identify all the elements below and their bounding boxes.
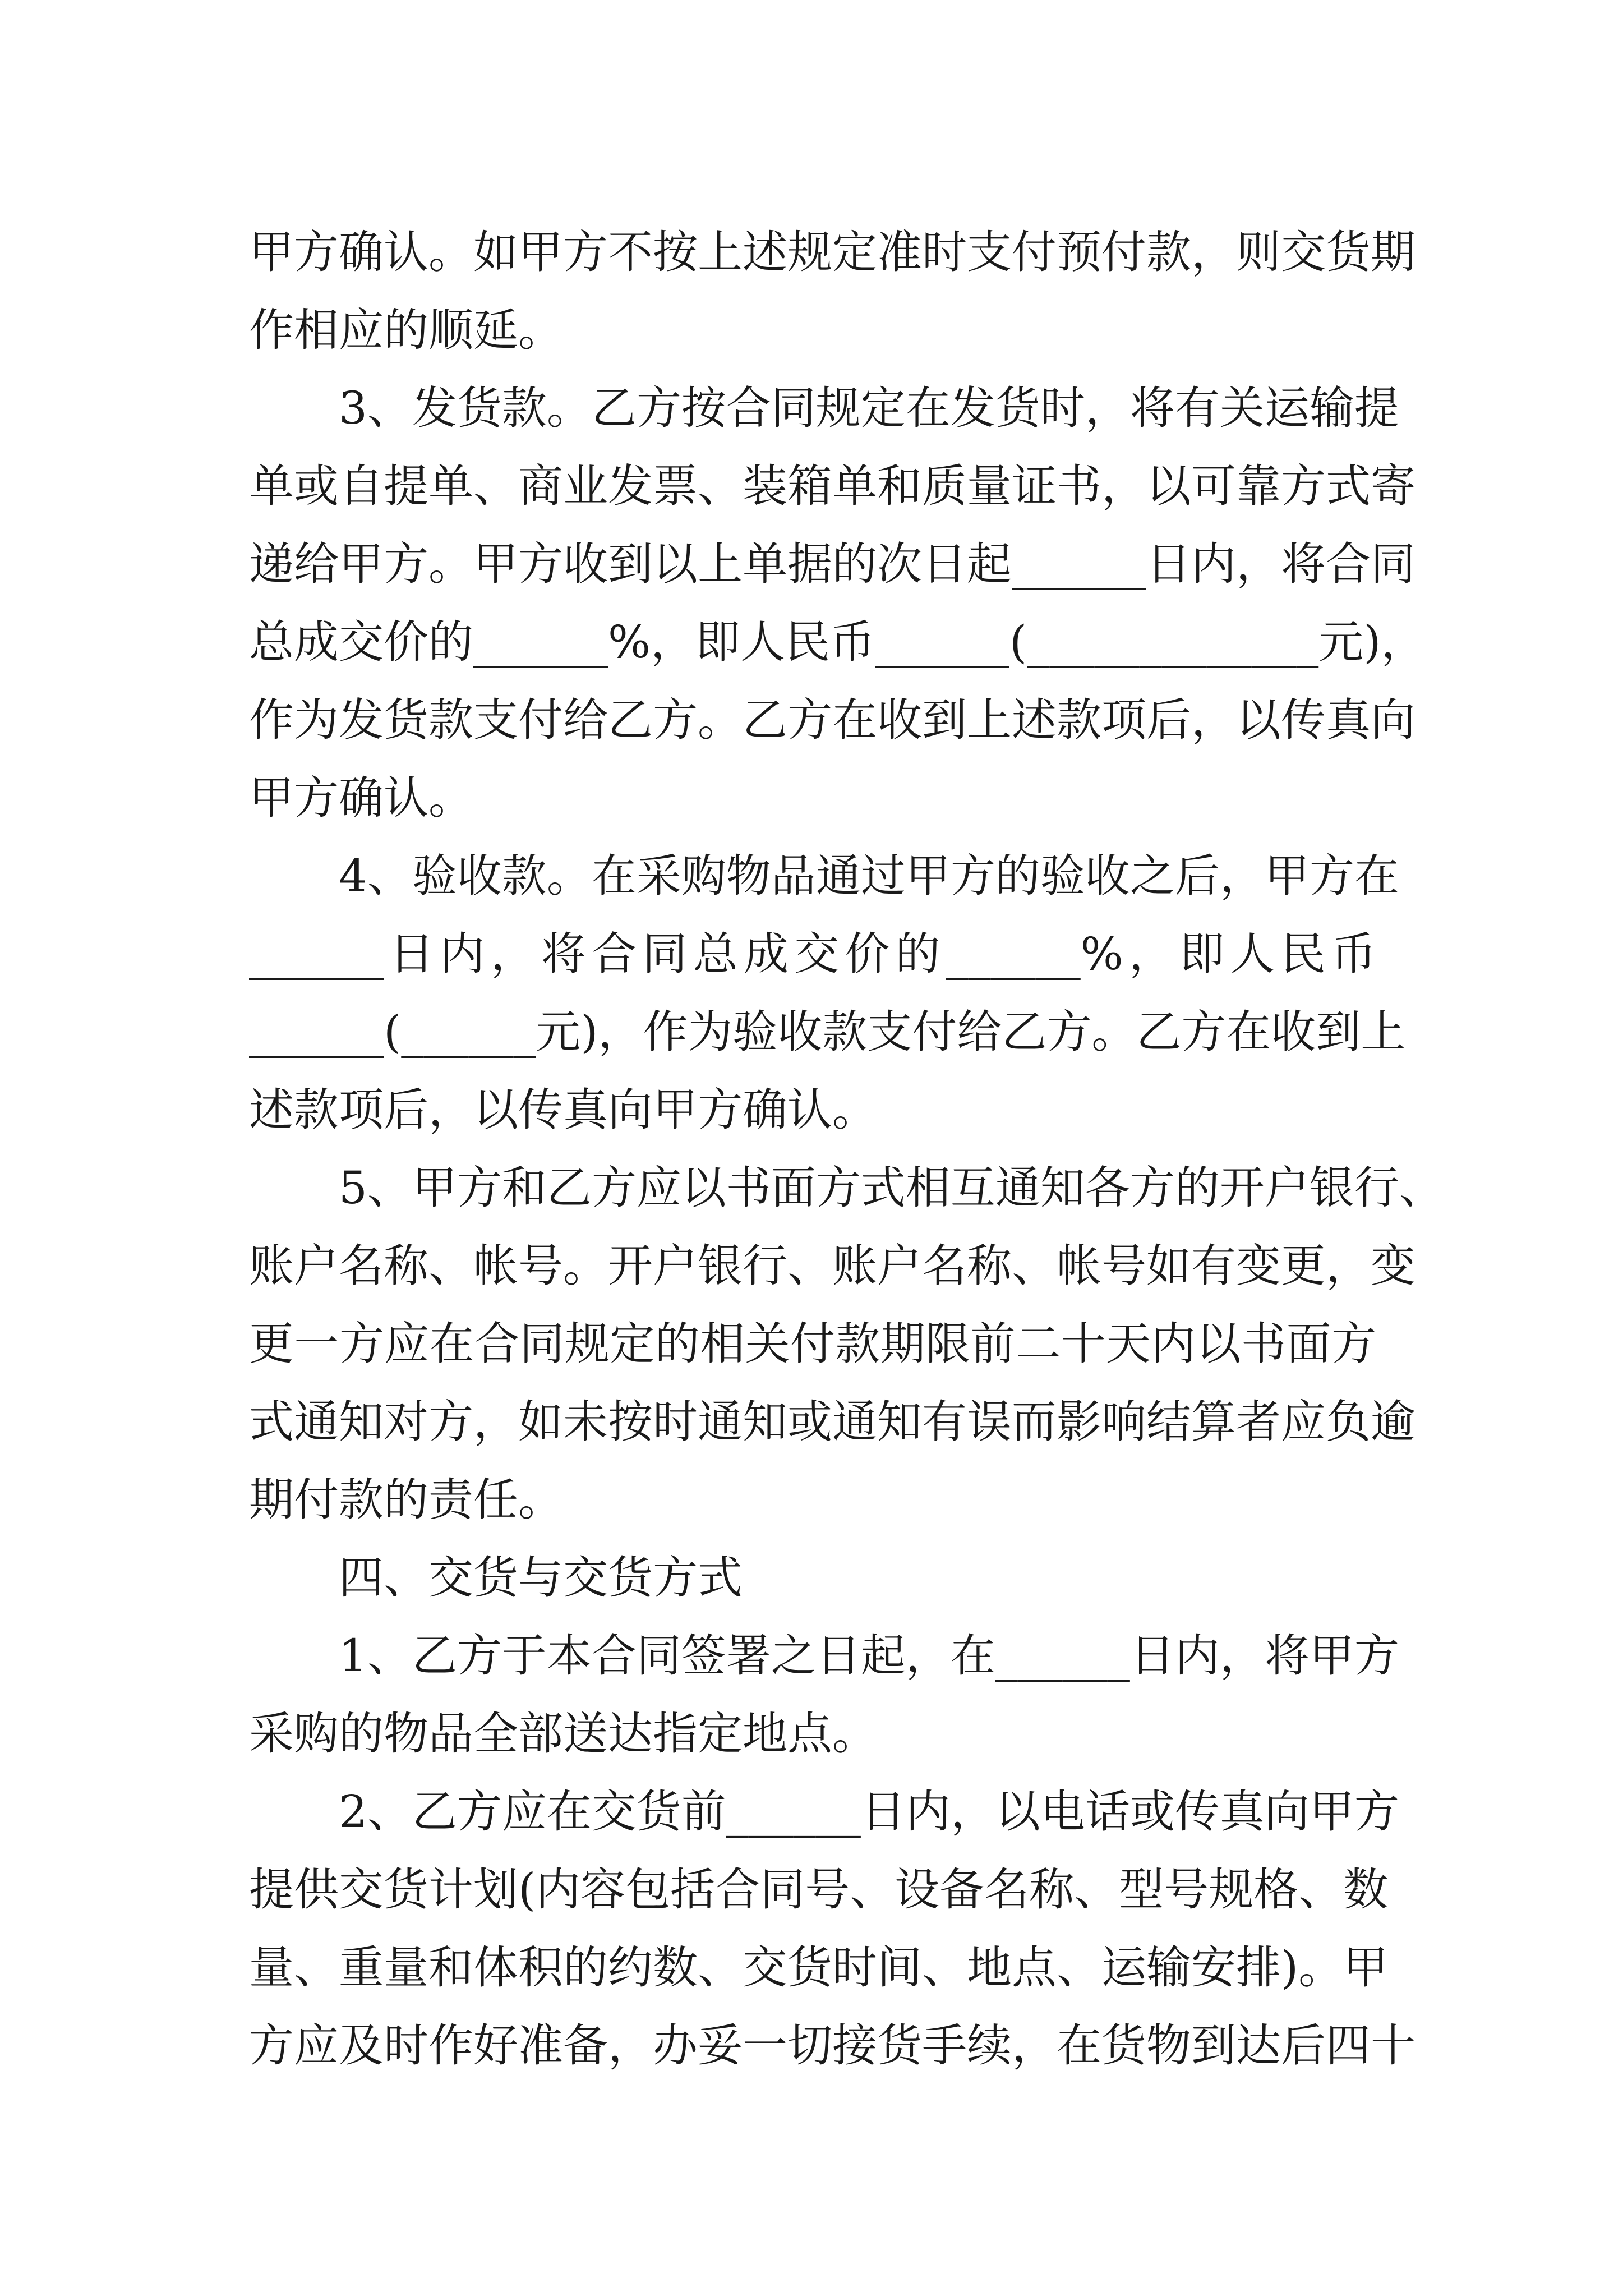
- text-line: 更一方应在合同规定的相关付款期限前二十天内以书面方: [249, 1318, 1376, 1370]
- text-line: 甲方确认。如甲方不按上述规定准时支付预付款，则交货期: [249, 226, 1415, 278]
- text-line: 4、验收款。在采购物品通过甲方的验收之后，甲方在: [339, 850, 1399, 902]
- text-line: 期付款的责任。: [249, 1474, 563, 1526]
- text-line: 述款项后，以传真向甲方确认。: [249, 1084, 877, 1136]
- text-line: 作为发货款支付给乙方。乙方在收到上述款项后，以传真向: [249, 694, 1415, 746]
- text-line: 递给甲方。甲方收到以上单据的次日起______日内，将合同: [249, 538, 1415, 590]
- text-line: ______日内，将合同总成交价的______%，即人民币: [249, 928, 1376, 980]
- text-line: 单或自提单、商业发票、装箱单和质量证书，以可靠方式寄: [249, 460, 1415, 512]
- text-line: 方应及时作好准备，办妥一切接货手续，在货物到达后四十: [249, 2019, 1415, 2072]
- text-line: 3、发货款。乙方按合同规定在发货时，将有关运输提: [339, 382, 1399, 434]
- text-line: 作相应的顺延。: [249, 304, 563, 356]
- section-heading: 四、交货与交货方式: [339, 1552, 743, 1604]
- text-line: 量、重量和体积的约数、交货时间、地点、运输安排)。甲: [249, 1941, 1389, 1994]
- document-body: [249, 213, 1444, 2085]
- text-line: 2、乙方应在交货前______日内，以电话或传真向甲方: [339, 1786, 1399, 1838]
- text-line: 总成交价的______%，即人民币______(_____________元)，: [249, 616, 1426, 668]
- text-line: 5、甲方和乙方应以书面方式相互通知各方的开户银行、: [339, 1162, 1444, 1214]
- text-line: 提供交货计划(内容包括合同号、设备名称、型号规格、数: [249, 1864, 1389, 1916]
- text-line: 甲方确认。: [249, 772, 473, 824]
- text-line: 1、乙方于本合同签署之日起，在______日内，将甲方: [339, 1630, 1399, 1682]
- text-line: 账户名称、帐号。开户银行、账户名称、帐号如有变更，变: [249, 1240, 1415, 1292]
- text-line: 采购的物品全部送达指定地点。: [249, 1708, 877, 1760]
- text-line: ______(______元)，作为验收款支付给乙方。乙方在收到上: [249, 1006, 1406, 1058]
- text-line: 式通知对方，如未按时通知或通知有误而影响结算者应负逾: [249, 1396, 1415, 1448]
